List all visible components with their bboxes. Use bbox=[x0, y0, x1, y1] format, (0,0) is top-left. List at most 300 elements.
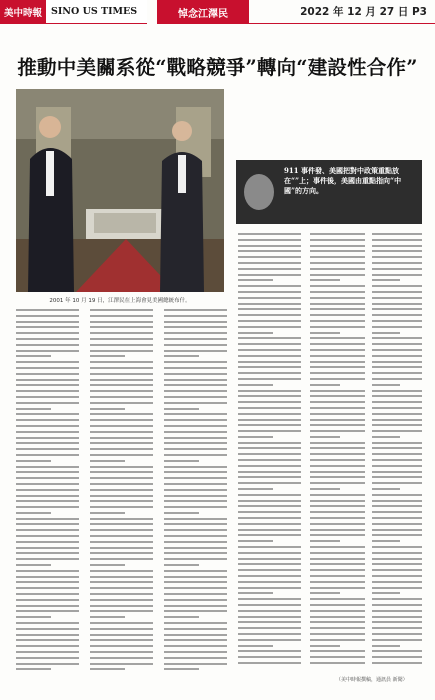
text-line bbox=[164, 489, 227, 491]
text-line bbox=[372, 581, 422, 583]
text-line bbox=[90, 495, 153, 497]
text-line bbox=[310, 488, 340, 490]
text-line bbox=[90, 437, 153, 439]
text-line bbox=[372, 332, 400, 334]
text-line bbox=[310, 361, 365, 363]
text-line bbox=[90, 431, 153, 433]
text-line bbox=[372, 604, 422, 606]
text-line bbox=[16, 535, 79, 537]
text-line bbox=[16, 518, 79, 520]
text-line bbox=[372, 384, 400, 386]
text-line bbox=[372, 349, 422, 351]
text-line bbox=[310, 482, 365, 484]
text-line bbox=[238, 285, 301, 287]
text-line bbox=[372, 361, 422, 363]
quote-portrait-icon bbox=[244, 174, 274, 210]
text-line bbox=[238, 297, 301, 299]
text-line bbox=[164, 384, 227, 386]
text-line bbox=[16, 332, 79, 334]
text-line bbox=[238, 494, 301, 496]
text-line bbox=[372, 610, 422, 612]
text-line bbox=[90, 326, 153, 328]
text-line bbox=[310, 401, 365, 403]
text-line bbox=[16, 402, 79, 404]
text-line bbox=[16, 581, 79, 583]
text-line bbox=[90, 639, 153, 641]
text-line bbox=[372, 639, 422, 641]
text-line bbox=[90, 466, 153, 468]
text-line bbox=[16, 558, 79, 560]
text-line bbox=[164, 390, 227, 392]
text-line bbox=[238, 592, 273, 594]
text-line bbox=[310, 465, 365, 467]
text-line bbox=[90, 355, 125, 357]
text-line bbox=[238, 424, 301, 426]
text-line bbox=[90, 570, 153, 572]
text-line bbox=[16, 326, 79, 328]
text-line bbox=[372, 378, 422, 380]
text-line bbox=[310, 337, 365, 339]
text-line bbox=[372, 627, 422, 629]
text-line bbox=[238, 517, 301, 519]
text-line bbox=[164, 326, 227, 328]
text-line bbox=[238, 378, 301, 380]
text-line bbox=[238, 523, 301, 525]
text-line bbox=[310, 291, 365, 293]
text-line bbox=[310, 500, 365, 502]
text-line bbox=[90, 564, 125, 566]
text-line bbox=[16, 373, 79, 375]
text-line bbox=[90, 581, 153, 583]
text-line bbox=[16, 610, 79, 612]
text-line bbox=[238, 645, 273, 647]
text-line bbox=[372, 285, 422, 287]
text-line bbox=[16, 639, 79, 641]
text-line bbox=[90, 506, 153, 508]
text-line bbox=[310, 645, 340, 647]
text-line bbox=[372, 401, 422, 403]
text-line bbox=[372, 314, 422, 316]
text-line bbox=[90, 651, 153, 653]
text-line bbox=[310, 407, 365, 409]
text-line bbox=[164, 332, 227, 334]
text-line bbox=[372, 274, 422, 276]
text-line bbox=[238, 343, 301, 345]
text-line bbox=[238, 552, 301, 554]
headline: 推動中美關系從“戰略競爭”轉向“建設性合作” bbox=[17, 56, 418, 79]
text-line bbox=[16, 315, 79, 317]
text-line bbox=[16, 616, 51, 618]
text-line bbox=[238, 639, 301, 641]
text-line bbox=[372, 366, 422, 368]
text-line bbox=[16, 471, 79, 473]
text-line bbox=[90, 338, 153, 340]
text-line bbox=[90, 454, 153, 456]
text-line bbox=[90, 663, 153, 665]
text-line bbox=[90, 390, 153, 392]
text-line bbox=[164, 419, 227, 421]
text-line bbox=[310, 604, 365, 606]
text-line bbox=[372, 447, 422, 449]
text-line bbox=[164, 396, 227, 398]
text-line bbox=[164, 541, 227, 543]
text-line bbox=[16, 379, 79, 381]
text-line bbox=[372, 540, 400, 542]
text-line bbox=[238, 442, 301, 444]
text-line bbox=[90, 628, 153, 630]
text-line bbox=[310, 598, 365, 600]
text-line bbox=[310, 656, 365, 658]
text-line bbox=[90, 541, 153, 543]
text-line bbox=[372, 517, 422, 519]
photo-caption: 2001 年 10 月 19 日，江澤民在上海會見美國總統布什。 bbox=[49, 298, 191, 304]
text-line bbox=[90, 471, 153, 473]
text-line bbox=[90, 599, 153, 601]
text-line bbox=[372, 569, 422, 571]
text-line bbox=[164, 309, 227, 311]
text-line bbox=[16, 500, 79, 502]
text-line bbox=[372, 546, 422, 548]
text-line bbox=[310, 378, 365, 380]
text-line bbox=[238, 349, 301, 351]
text-line bbox=[164, 350, 227, 352]
text-line bbox=[164, 500, 227, 502]
text-line bbox=[16, 541, 79, 543]
text-line bbox=[90, 535, 153, 537]
text-line bbox=[164, 408, 199, 410]
text-line bbox=[164, 338, 227, 340]
text-line bbox=[16, 361, 79, 363]
text-line bbox=[90, 315, 153, 317]
text-line bbox=[372, 297, 422, 299]
text-line bbox=[372, 621, 422, 623]
text-line bbox=[372, 616, 422, 618]
text-line bbox=[90, 512, 125, 514]
text-line bbox=[310, 314, 365, 316]
text-line bbox=[164, 529, 227, 531]
text-line bbox=[90, 518, 153, 520]
text-line bbox=[90, 419, 153, 421]
text-line bbox=[310, 239, 365, 241]
text-line bbox=[16, 605, 79, 607]
text-line bbox=[372, 279, 400, 281]
text-line bbox=[238, 262, 301, 264]
text-line bbox=[238, 320, 301, 322]
text-line bbox=[164, 651, 227, 653]
text-line bbox=[372, 424, 422, 426]
text-line bbox=[164, 413, 227, 415]
text-line bbox=[310, 517, 365, 519]
text-line bbox=[238, 587, 301, 589]
text-line bbox=[238, 546, 301, 548]
text-line bbox=[16, 634, 79, 636]
text-line bbox=[372, 268, 422, 270]
text-line bbox=[238, 604, 301, 606]
text-line bbox=[310, 390, 365, 392]
text-line bbox=[238, 366, 301, 368]
text-line bbox=[238, 447, 301, 449]
text-line bbox=[16, 384, 79, 386]
text-line bbox=[372, 419, 422, 421]
text-line bbox=[372, 245, 422, 247]
text-line bbox=[16, 425, 79, 427]
text-line bbox=[372, 250, 422, 252]
text-line bbox=[238, 656, 301, 658]
text-line bbox=[16, 523, 79, 525]
text-line bbox=[372, 471, 422, 473]
text-line bbox=[238, 534, 301, 536]
text-line bbox=[238, 662, 301, 664]
text-line bbox=[164, 634, 227, 636]
text-line bbox=[16, 419, 79, 421]
text-line bbox=[310, 308, 365, 310]
text-line bbox=[372, 633, 422, 635]
text-line bbox=[164, 437, 227, 439]
text-line bbox=[164, 454, 227, 456]
masthead-cn: 美中時報 bbox=[0, 0, 46, 24]
text-line bbox=[16, 645, 79, 647]
text-line bbox=[90, 442, 153, 444]
text-line bbox=[164, 431, 227, 433]
text-line bbox=[16, 344, 79, 346]
text-line bbox=[90, 448, 153, 450]
text-line bbox=[310, 453, 365, 455]
text-line bbox=[238, 482, 301, 484]
text-line bbox=[372, 233, 422, 235]
text-line bbox=[310, 558, 365, 560]
text-line bbox=[238, 407, 301, 409]
text-line bbox=[16, 495, 79, 497]
text-line bbox=[238, 616, 301, 618]
text-line bbox=[372, 442, 422, 444]
text-line bbox=[310, 419, 365, 421]
text-line bbox=[90, 668, 125, 670]
text-line bbox=[372, 505, 422, 507]
text-line bbox=[16, 321, 79, 323]
text-line bbox=[16, 431, 79, 433]
text-line bbox=[16, 593, 79, 595]
text-line bbox=[372, 598, 422, 600]
text-line bbox=[310, 442, 365, 444]
text-line bbox=[372, 291, 422, 293]
text-line bbox=[90, 576, 153, 578]
text-line bbox=[90, 384, 153, 386]
text-line bbox=[90, 402, 153, 404]
text-line bbox=[372, 488, 400, 490]
text-line bbox=[372, 558, 422, 560]
text-line bbox=[310, 511, 365, 513]
text-line bbox=[372, 529, 422, 531]
text-line bbox=[310, 233, 365, 235]
text-line bbox=[164, 547, 227, 549]
text-line bbox=[164, 628, 227, 630]
text-line bbox=[310, 569, 365, 571]
text-line bbox=[16, 587, 79, 589]
text-line bbox=[310, 621, 365, 623]
text-line bbox=[16, 599, 79, 601]
text-line bbox=[310, 332, 340, 334]
text-line bbox=[238, 633, 301, 635]
text-line bbox=[310, 279, 340, 281]
text-line bbox=[238, 268, 301, 270]
text-line bbox=[372, 662, 422, 664]
text-line bbox=[372, 407, 422, 409]
text-line bbox=[164, 622, 227, 624]
text-line bbox=[16, 413, 79, 415]
text-line bbox=[164, 581, 227, 583]
text-line bbox=[238, 511, 301, 513]
text-line bbox=[164, 663, 227, 665]
text-line bbox=[310, 256, 365, 258]
text-line bbox=[310, 610, 365, 612]
credit-line: （美中時報撰稿，通訊員 新聞） bbox=[336, 677, 408, 683]
text-line bbox=[90, 425, 153, 427]
text-line bbox=[238, 355, 301, 357]
text-line bbox=[16, 570, 79, 572]
text-line bbox=[16, 408, 51, 410]
text-line bbox=[90, 500, 153, 502]
text-line bbox=[16, 506, 79, 508]
text-line bbox=[16, 338, 79, 340]
text-line bbox=[16, 367, 79, 369]
text-line bbox=[90, 645, 153, 647]
text-line bbox=[310, 471, 365, 473]
text-line bbox=[372, 534, 422, 536]
text-line bbox=[372, 511, 422, 513]
text-line bbox=[238, 395, 301, 397]
text-line bbox=[310, 662, 365, 664]
text-line bbox=[16, 628, 79, 630]
page-header bbox=[0, 0, 435, 24]
text-line bbox=[164, 564, 199, 566]
text-line bbox=[372, 650, 422, 652]
text-line bbox=[90, 622, 153, 624]
text-line bbox=[90, 321, 153, 323]
text-line bbox=[164, 315, 227, 317]
text-line bbox=[372, 476, 422, 478]
text-line bbox=[16, 396, 79, 398]
text-line bbox=[238, 476, 301, 478]
text-line bbox=[238, 575, 301, 577]
text-line bbox=[310, 534, 365, 536]
text-line bbox=[310, 505, 365, 507]
text-line bbox=[164, 506, 227, 508]
text-line bbox=[164, 570, 227, 572]
text-line bbox=[16, 576, 79, 578]
text-line bbox=[310, 424, 365, 426]
text-line bbox=[16, 454, 79, 456]
masthead-en: SINO US TIMES bbox=[46, 0, 147, 24]
text-line bbox=[372, 320, 422, 322]
text-line bbox=[238, 459, 301, 461]
text-line bbox=[238, 569, 301, 571]
text-line bbox=[238, 274, 301, 276]
text-line bbox=[310, 529, 365, 531]
text-line bbox=[238, 598, 301, 600]
text-line bbox=[164, 512, 199, 514]
text-line bbox=[238, 256, 301, 258]
text-line bbox=[16, 390, 79, 392]
text-line bbox=[164, 587, 227, 589]
text-line bbox=[90, 657, 153, 659]
text-line bbox=[16, 657, 79, 659]
text-line bbox=[372, 523, 422, 525]
text-line bbox=[90, 587, 153, 589]
text-line bbox=[164, 483, 227, 485]
text-line bbox=[16, 547, 79, 549]
text-line bbox=[310, 349, 365, 351]
text-line bbox=[372, 337, 422, 339]
text-line bbox=[16, 309, 79, 311]
date-page: 2022 年 12 月 27 日 P3 bbox=[249, 0, 435, 24]
text-line bbox=[372, 436, 400, 438]
text-line bbox=[310, 245, 365, 247]
body-column-1 bbox=[16, 309, 79, 675]
text-line bbox=[90, 379, 153, 381]
text-line bbox=[238, 430, 301, 432]
text-line bbox=[372, 494, 422, 496]
text-line bbox=[238, 627, 301, 629]
text-line bbox=[164, 425, 227, 427]
text-line bbox=[164, 639, 227, 641]
text-line bbox=[238, 540, 273, 542]
text-line bbox=[90, 367, 153, 369]
text-line bbox=[16, 564, 51, 566]
body-column-2 bbox=[90, 309, 153, 675]
text-line bbox=[310, 494, 365, 496]
text-line bbox=[238, 291, 301, 293]
text-line bbox=[310, 639, 365, 641]
text-line bbox=[310, 523, 365, 525]
text-line bbox=[90, 529, 153, 531]
text-line bbox=[16, 483, 79, 485]
text-line bbox=[372, 459, 422, 461]
text-line bbox=[164, 535, 227, 537]
text-line bbox=[372, 465, 422, 467]
text-line bbox=[164, 466, 227, 468]
text-line bbox=[164, 379, 227, 381]
text-line bbox=[238, 529, 301, 531]
text-line bbox=[164, 576, 227, 578]
text-line bbox=[310, 355, 365, 357]
text-line bbox=[310, 546, 365, 548]
text-line bbox=[310, 627, 365, 629]
text-line bbox=[90, 408, 125, 410]
text-line bbox=[16, 448, 79, 450]
text-line bbox=[310, 552, 365, 554]
text-line bbox=[372, 563, 422, 565]
text-line bbox=[372, 390, 422, 392]
text-line bbox=[372, 575, 422, 577]
text-line bbox=[372, 656, 422, 658]
text-line bbox=[238, 233, 301, 235]
text-line bbox=[238, 390, 301, 392]
text-line bbox=[164, 657, 227, 659]
text-line bbox=[164, 361, 227, 363]
text-line bbox=[238, 505, 301, 507]
text-line bbox=[90, 396, 153, 398]
text-line bbox=[164, 558, 227, 560]
text-line bbox=[90, 605, 153, 607]
text-line bbox=[90, 489, 153, 491]
text-line bbox=[372, 355, 422, 357]
text-line bbox=[90, 558, 153, 560]
text-line bbox=[372, 552, 422, 554]
text-line bbox=[164, 460, 199, 462]
text-line bbox=[310, 384, 340, 386]
text-line bbox=[90, 523, 153, 525]
text-line bbox=[238, 621, 301, 623]
